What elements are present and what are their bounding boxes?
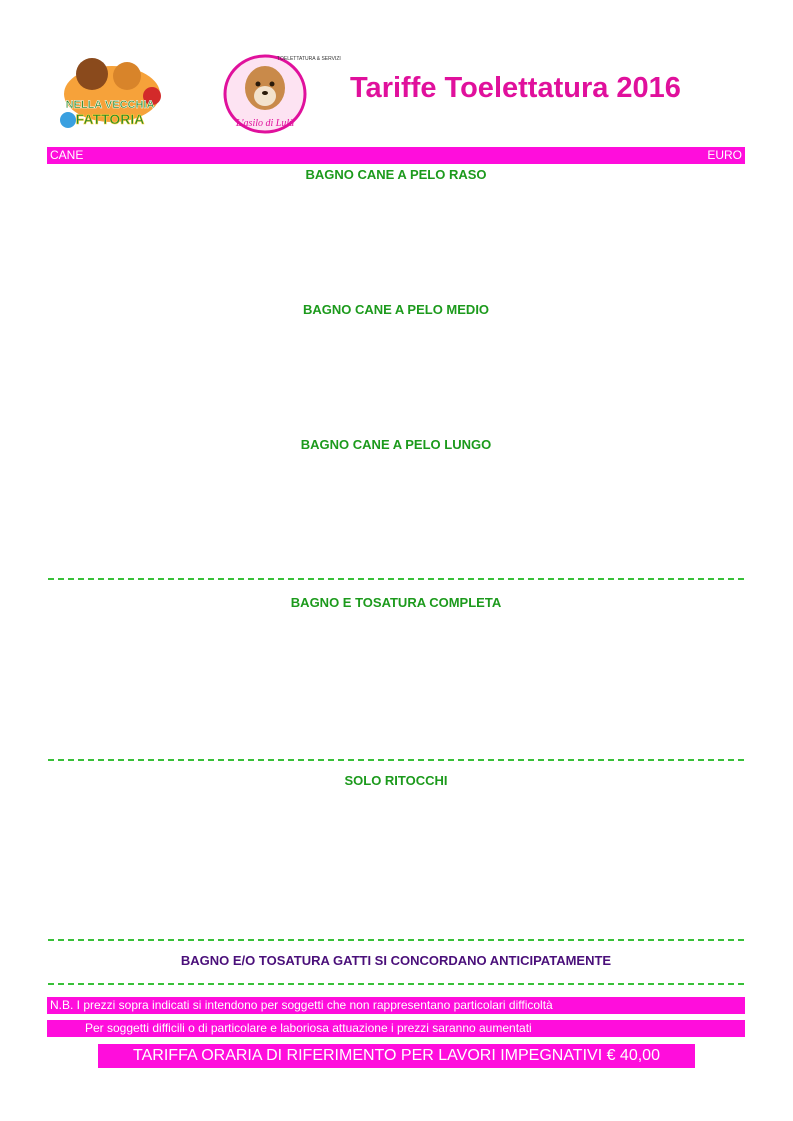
asilo-di-lulu-logo [217,50,341,136]
cats-note: BAGNO E/O TOSATURA GATTI SI CONCORDANO ANTICIPATAMENTE [180,953,612,968]
currency-label: EURO [707,148,742,162]
section-title: BAGNO E TOSATURA COMPLETA [290,595,502,610]
nb-note-2 [47,1020,745,1037]
nella-vecchia-fattoria-logo [52,46,170,136]
section-title: BAGNO CANE A PELO MEDIO [302,302,490,317]
hourly-rate-banner: TARIFFA ORARIA DI RIFERIMENTO PER LAVORI IMPEGNATIVI € 40,00 [98,1044,695,1068]
section-title: SOLO RITOCCHI [344,773,448,788]
svg-text:TOELETTATURA & SERVIZI: TOELETTATURA & SERVIZI [277,56,341,62]
section-title: BAGNO CANE A PELO LUNGO [300,437,492,452]
nb-note-1-text: N.B. I prezzi sopra indicati si intendono per soggetti che non rappresentano particolari difficoltà [50,998,553,1012]
section-title: BAGNO CANE A PELO RASO [305,167,487,182]
divider [48,983,744,985]
svg-text:FATTORIA: FATTORIA [75,111,145,127]
category-label: CANE [50,148,84,162]
divider [48,939,744,941]
divider [48,759,744,761]
category-bar [47,147,745,164]
svg-text:L'asilo di Lulù: L'asilo di Lulù [235,118,295,129]
divider [48,578,744,580]
nb-note-2-text: Per soggetti difficili o di particolare e laboriosa attuazione i prezzi saranno aumentati [85,1021,532,1035]
page-title: Tariffe Toelettatura 2016 [350,72,681,104]
svg-text:NELLA VECCHIA: NELLA VECCHIA [65,99,155,111]
nb-note-1 [47,997,745,1014]
